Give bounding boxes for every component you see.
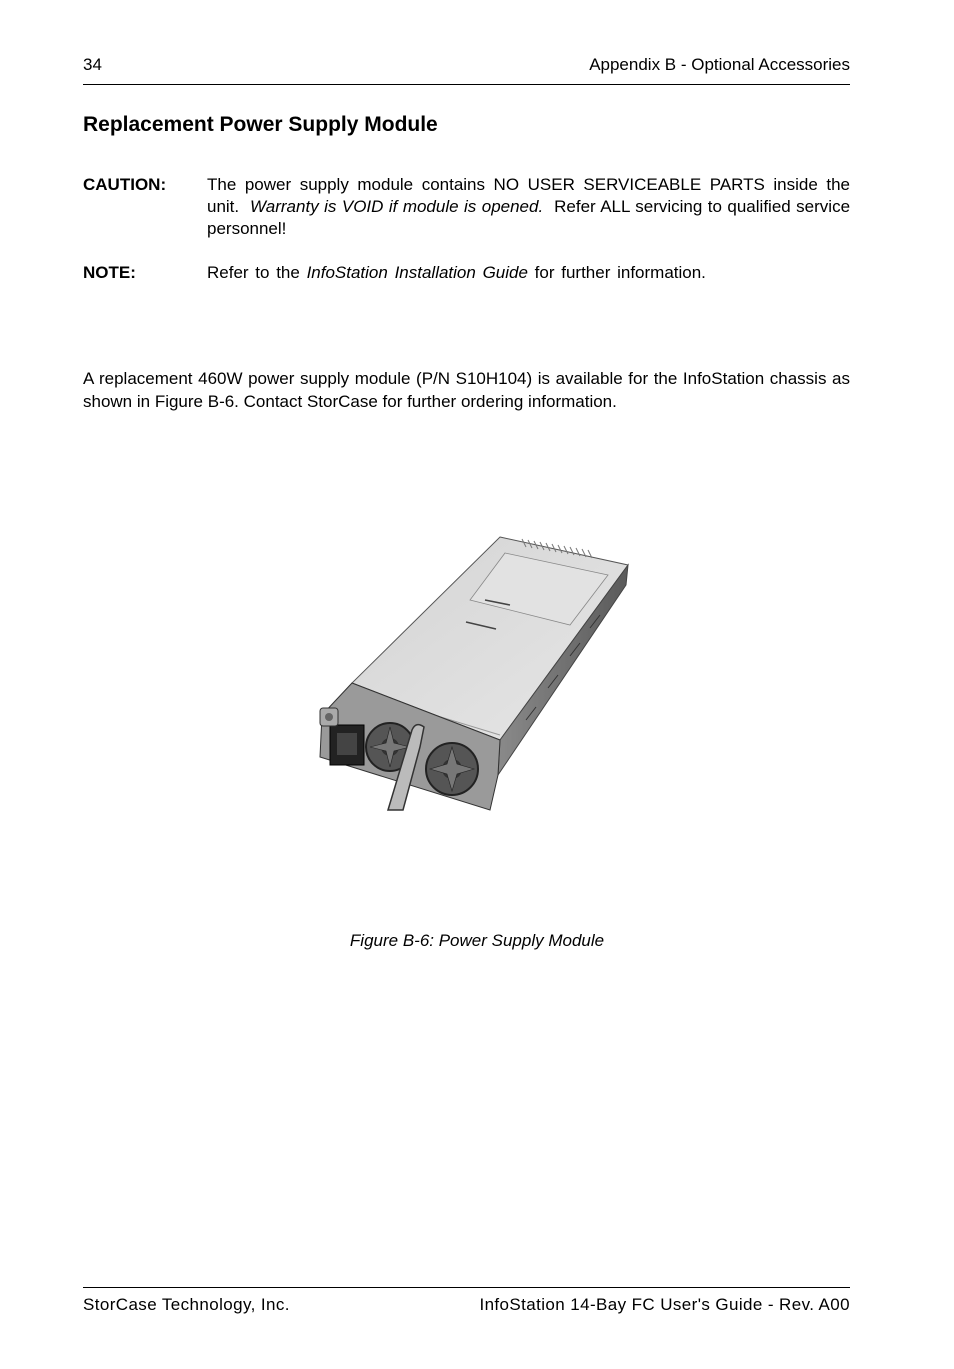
- caution-text-part-1: The power supply module contains NO USER SERVICEABLE PARTS inside the unit.: [207, 175, 850, 216]
- caution-text: [207, 174, 850, 240]
- note-text-part-1: Refer to the: [207, 263, 300, 282]
- caution-text-part-2: Refer ALL servicing to qualified service personnel!: [207, 197, 851, 238]
- power-supply-illustration: [300, 525, 640, 825]
- caution-label: CAUTION:: [83, 175, 167, 194]
- note-text-part-2: for further information.: [534, 263, 706, 282]
- figure-caption: Figure B-6: Power Supply Module: [349, 931, 605, 950]
- caution-text-warranty: Warranty is VOID if module is opened.: [250, 197, 544, 216]
- section-title: Replacement Power Supply Module: [83, 113, 438, 136]
- note-text: [207, 262, 850, 284]
- footer-guide-title: InfoStation 14-Bay FC User's Guide - Rev. A00: [479, 1295, 850, 1314]
- note-label: NOTE:: [83, 263, 136, 282]
- header-rule: [83, 84, 850, 85]
- intro-paragraph: A replacement 460W power supply module (P/N S10H104) is available for the InfoStation chassis as shown in Figure B-6. Contact StorCase for further ordering information.: [83, 369, 850, 411]
- note-guide-title: InfoStation Installation Guide: [306, 263, 528, 282]
- page-number: 34: [83, 55, 102, 74]
- footer-company: StorCase Technology, Inc.: [83, 1295, 290, 1314]
- footer-rule: [83, 1287, 850, 1288]
- power-supply-figure: [300, 525, 640, 825]
- running-header: Appendix B - Optional Accessories: [589, 55, 850, 74]
